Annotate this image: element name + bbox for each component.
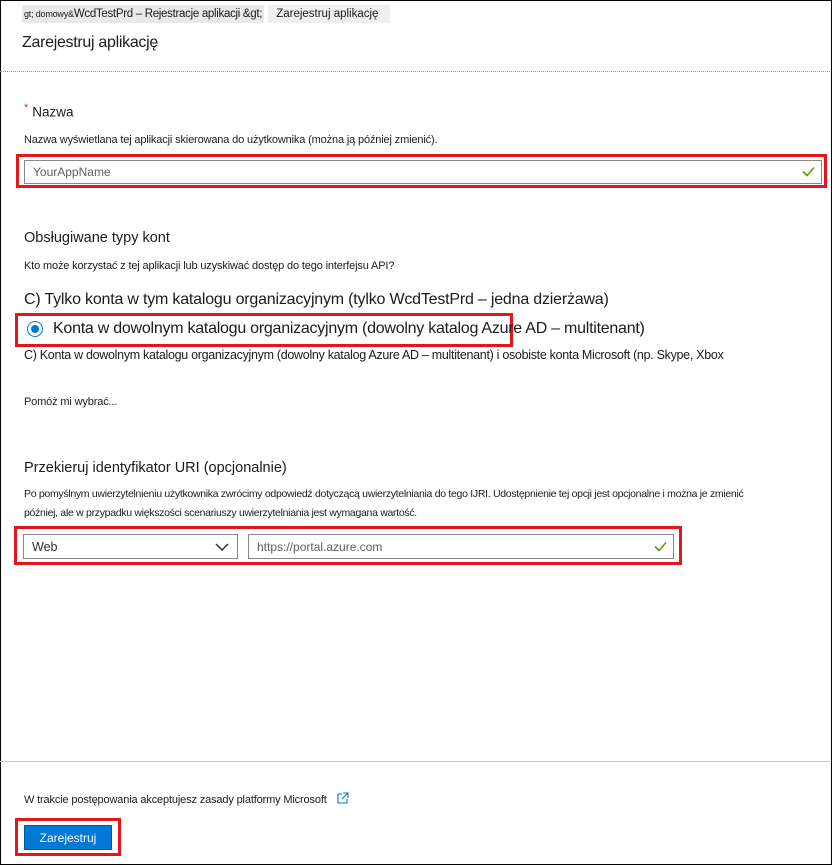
redirect-description-line2: później, ale w przypadku większości scenariuszy uwierzytelniania jest wymagana wartość. xyxy=(24,507,417,519)
redirect-description-line1: Po pomyślnym uwierzytelnieniu użytkownika zwrócimy odpowiedź dotyczącą uwierzytelniania do tego IJRI. Udostępnienie tej opcji jest opcjonalne i można je zmienić xyxy=(24,488,744,500)
check-icon xyxy=(654,539,667,554)
breadcrumb-segment[interactable] xyxy=(22,5,264,23)
account-type-option-multitenant-personal[interactable]: C) Konta w dowolnym katalogu organizacyjnym (dowolny katalog Azure AD – multitenant) i osobiste konta Microsoft (np. Skype, Xbox xyxy=(24,348,724,362)
name-label: * Nazwa xyxy=(24,102,74,120)
app-name-value: YourAppName xyxy=(33,165,111,179)
option1-label: C) Tylko konta w tym katalogu organizacyjnym (tylko WcdTestPrd – jedna dzierżawa) xyxy=(24,291,609,308)
option2-label: Konta w dowolnym katalogu organizacyjnym (dowolny katalog Azure AD – multitenant) xyxy=(53,320,645,337)
help-me-choose-link[interactable]: Pomóż mi wybrać... xyxy=(24,396,118,408)
account-types-heading: Obsługiwane typy kont xyxy=(24,230,170,246)
app-name-input[interactable] xyxy=(24,160,822,184)
breadcrumb-home[interactable]: gt; domowy& xyxy=(24,9,74,19)
redirect-uri-heading: Przekieruj identyfikator URI (opcjonalnie) xyxy=(24,460,287,476)
page-title: Zarejestruj aplikację xyxy=(22,34,158,51)
account-types-question: Kto może korzystać z tej aplikacji lub uzyskiwać dostęp do tego interfejsu API? xyxy=(24,260,395,272)
redirect-uri-input[interactable] xyxy=(248,534,674,559)
policy-text-label: W trakcie postępowania akceptujesz zasady platformy Microsoft xyxy=(24,793,327,806)
account-type-option-single-tenant[interactable] xyxy=(24,291,609,309)
account-type-option-multitenant[interactable] xyxy=(27,320,645,338)
name-description: Nazwa wyświetlana tej aplikacji skierowana do użytkownika (można ją później zmienić). xyxy=(24,134,438,146)
platform-selected-value: Web xyxy=(32,539,58,554)
platform-dropdown[interactable] xyxy=(23,534,238,559)
check-icon xyxy=(802,165,815,180)
required-marker: * xyxy=(24,102,29,114)
radio-selected-icon[interactable] xyxy=(27,321,43,337)
breadcrumb-current: Zarejestruj aplikację xyxy=(268,5,390,23)
policy-text xyxy=(24,792,349,808)
redirect-uri-value: https://portal.azure.com xyxy=(257,539,383,554)
header-divider xyxy=(0,71,830,72)
register-button[interactable]: Zarejestruj xyxy=(24,825,112,850)
external-link-icon[interactable] xyxy=(336,792,349,808)
breadcrumb xyxy=(22,6,390,22)
breadcrumb-app-registrations[interactable]: WcdTestPrd – Rejestracje aplikacji &gt; xyxy=(73,8,263,20)
footer-divider xyxy=(0,761,830,762)
chevron-down-icon xyxy=(215,541,229,555)
